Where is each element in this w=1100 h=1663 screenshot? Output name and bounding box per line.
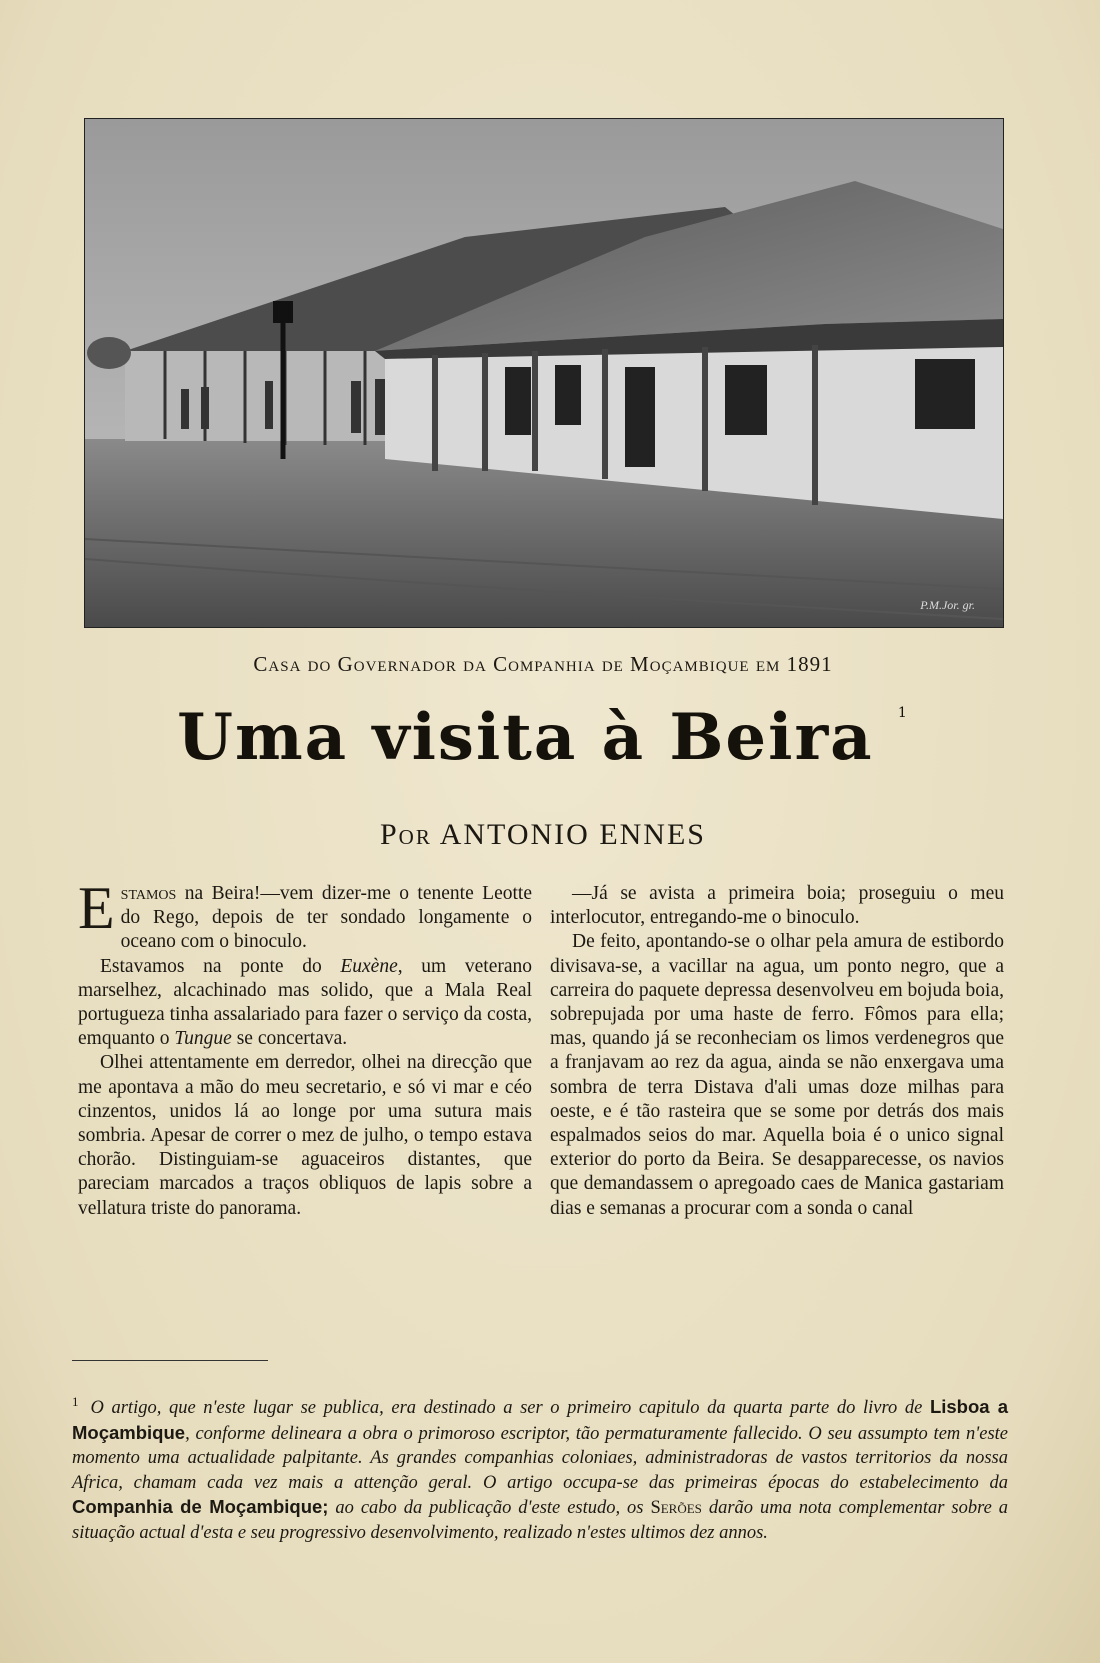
left-column (78, 875, 532, 1221)
right-paragraph-2: De feito, apontando-se o olhar pela amura de estibordo divisava-se, a vacillar na agua, um ponto negro, que a carreira do paquete depressa desenvolveu em bojuda boia, sobrepujada por uma haste de ferro. Fômos para ella; mas, quando já se reconheciam os limos verdenegros que a franjavam ao rez da agua, ainda se não enxergava uma sombra de terra Distava d'ali umas doze milhas para oeste, e é tão rasteira que se some por detrás dos mais espalmados seios do mar. Aquella boia é o unico signal exterior do porto da Beira. Se desapparecesse, os navios que demandassem o apregoado caes de Manica gastariam dias e semanas a procurar com a sonda o canal (550, 931, 1004, 1219)
left-paragraph-1-text: na Beira!—vem dizer-me o tenente Leotte do Rego, depois de ter sondado longamente o oceano com o binoculo. (120, 883, 532, 953)
right-column (550, 882, 1004, 1221)
footnote-text-1: O artigo, que n'este lugar se publica, era destinado a ser o primeiro capitulo da quarta parte do livro de (90, 1398, 930, 1419)
article-title-text: Uma visita à Beira (177, 700, 874, 775)
footnote-text-2: , conforme delineara a obra o primoroso escriptor, tão permaturamente fallecido. O seu assumpto tem n'este momento uma actualidade palpitante. As grandes companhias coloniaes, administradoras de vastos territorios da nossa Africa, chamam cada vez mais a attenção geral. O artigo occupa-se das primeiras épocas do estabelecimento da (72, 1423, 1008, 1493)
footnote-book-title: Lisboa a Moçambique (72, 1396, 1008, 1443)
footnote (72, 1390, 1008, 1545)
left-paragraph-3: Olhei attentamente em derredor, olhei na direcção que me apontava a mão do meu secretario, e só vi mar e céo cinzentos, unidos lá ao longe por uma sutura mais sombria. Apesar de correr o mez de julho, o tempo estava chorão. Distinguiam-se aguaceiros distantes, que pareciam marcados a traços obliquos de lapis sobre a vellatura triste do panorama. (78, 1052, 532, 1219)
left-paragraph-2-part-b: , um veterano marselhez, alcachinado mas solido, que a Mala Real portugueza tinha assalariado para fazer o serviço da costa, emquanto o (78, 955, 532, 1050)
left-paragraph-2-part-a: Estavamos na ponte do (100, 955, 341, 977)
left-paragraph-1 (78, 875, 532, 955)
opening-smallcaps: stamos (120, 883, 177, 904)
footnote-rule (72, 1360, 268, 1361)
footnote-number: 1 (72, 1394, 79, 1409)
byline (84, 818, 1002, 852)
footnote-magazine-name: Serões (650, 1498, 702, 1519)
ship-name-tungue: Tungue (174, 1028, 232, 1050)
right-paragraph-1: —Já se avista a primeira boia; proseguiu o meu interlocutor, entregando-me o binoculo. (550, 883, 1004, 929)
photo-caption: Casa do Governador da Companhia de Moçambique em 1891 (253, 652, 833, 676)
byline-prefix: Por (380, 818, 432, 851)
article-title (84, 700, 1002, 775)
footnote-text-3: ao cabo da publicação d'este estudo, os (328, 1498, 651, 1519)
byline-author: ANTONIO ENNES (439, 818, 706, 851)
left-paragraph-2-part-c: se concertava. (231, 1028, 348, 1050)
title-footnote-mark: 1 (897, 704, 909, 721)
left-paragraph-2 (78, 955, 532, 1052)
engraver-signature: P.M.Jor. gr. (920, 598, 975, 612)
photo-illustration (85, 119, 1003, 627)
footnote-text-4: darão uma nota complementar sobre a situação actual d'esta e seu progressivo desenvolvimento, realizado n'estes ultimos dez annos. (72, 1498, 1008, 1543)
ship-name-euxene: Euxène (340, 955, 398, 977)
dropcap-letter: E (78, 875, 115, 941)
footnote-company-name: Companhia de Moçambique; (72, 1496, 329, 1518)
governor-house-photograph (84, 118, 1004, 628)
